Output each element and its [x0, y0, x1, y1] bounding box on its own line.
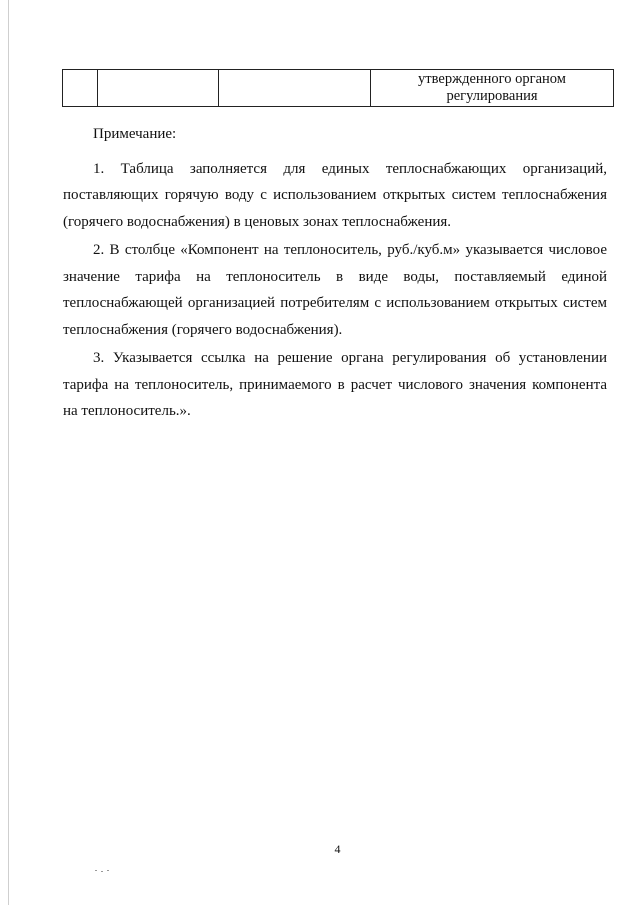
table-cell-1 — [63, 70, 98, 106]
table-cell-3 — [219, 70, 371, 106]
table-cell-4 — [371, 70, 613, 106]
note-item-3: 3. Указывается ссылка на решение органа регулирования об установлении тарифа на теплоноситель, принимаемого в расчет числового значения компонента на теплоноситель.». — [63, 350, 607, 419]
table-cell-text-line-2: регулирования — [446, 88, 538, 104]
notes-section — [63, 121, 607, 425]
notes-title: Примечание: — [93, 126, 177, 142]
page-number: 4 — [334, 842, 341, 856]
note-item-2: 2. В столбце «Компонент на теплоноситель, руб./куб.м» указывается числовое значение тарифа на теплоноситель в виде воды, поставляемый единой теплоснабжающей организацией потребителям с использованием открытых систем теплоснабжения (горячего водоснабжения). — [63, 242, 607, 338]
scan-speck — [95, 869, 111, 872]
table-fragment — [62, 69, 614, 107]
page-edge-line — [8, 0, 9, 905]
table-cell-2 — [98, 70, 219, 106]
note-item-1: 1. Таблица заполняется для единых теплоснабжающих организаций, поставляющих горячую воду с использованием открытых систем теплоснабжения (горячего водоснабжения) в ценовых зонах теплоснабжения. — [63, 160, 607, 230]
table-cell-text-line-1: утвержденного органом — [418, 71, 566, 87]
